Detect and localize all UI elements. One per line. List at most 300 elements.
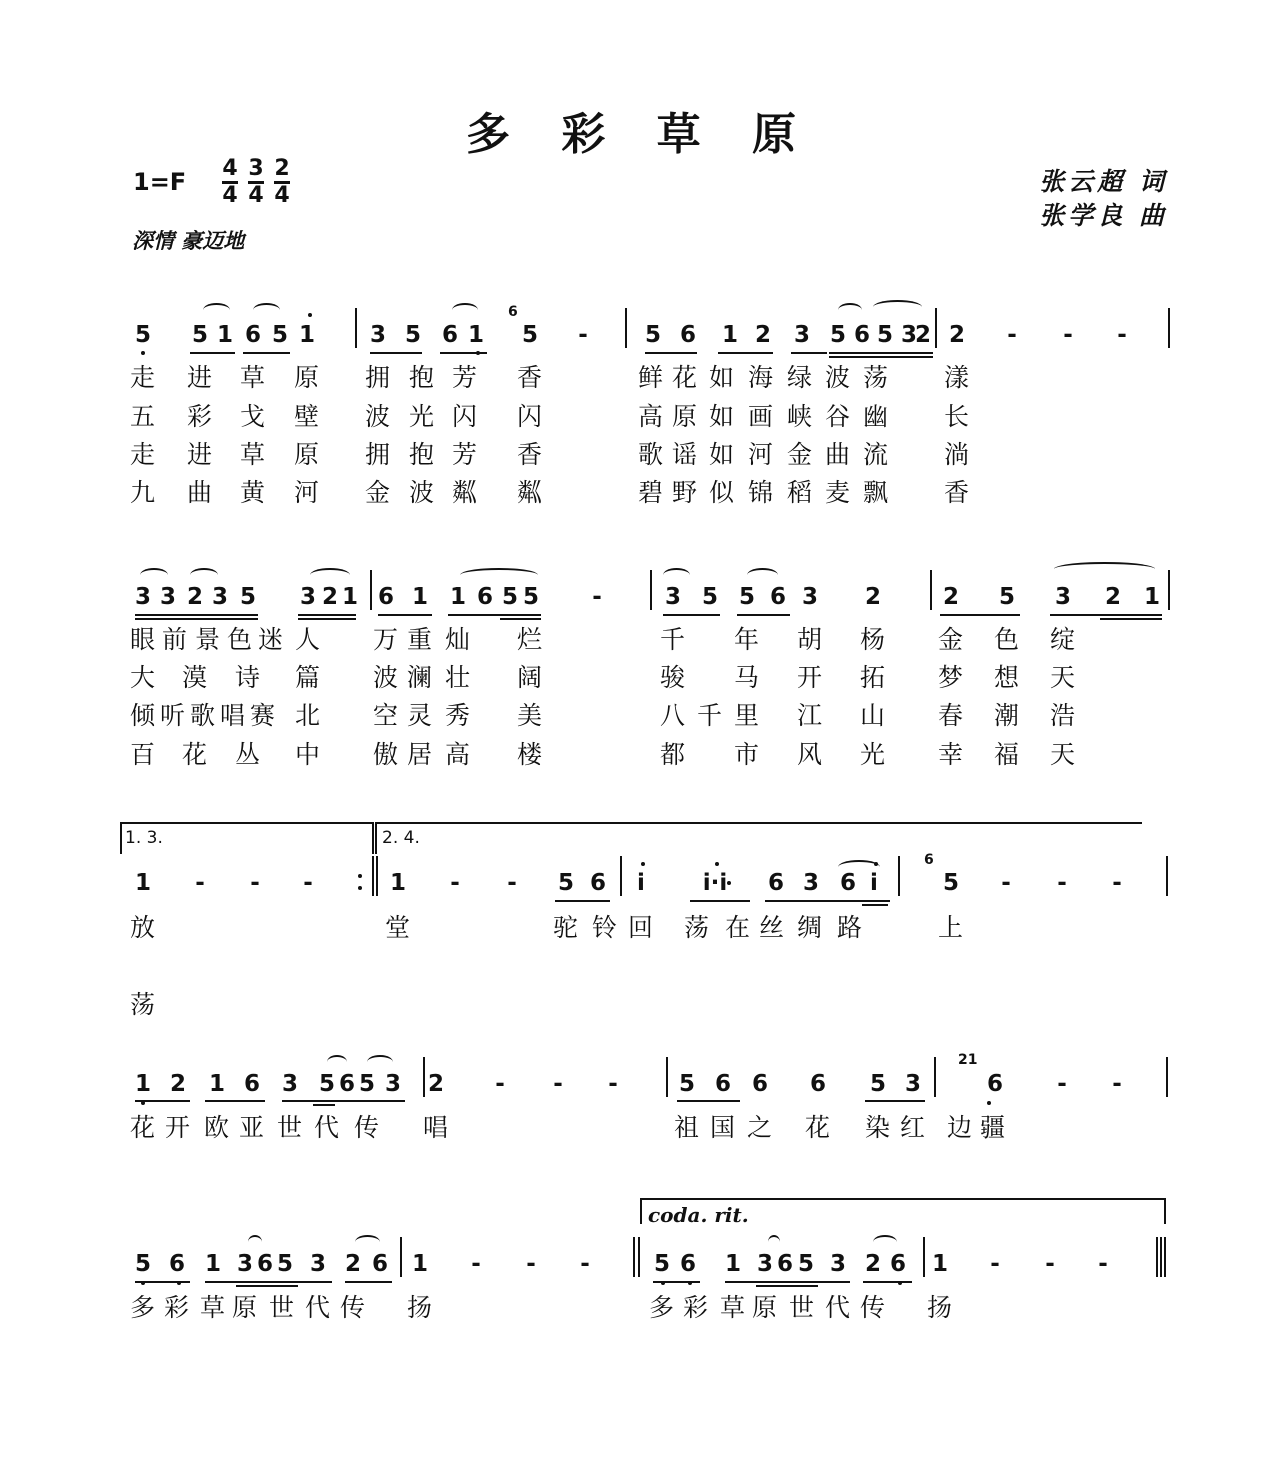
lyric-char: 开: [797, 663, 823, 692]
note: 1: [341, 584, 359, 610]
note: 6: [338, 1071, 356, 1097]
lyric-char: 黄: [240, 478, 266, 507]
beam-underline: [1050, 614, 1162, 616]
hold-dash: -: [592, 584, 602, 610]
barline: [1168, 308, 1170, 348]
lyric-char: 年: [734, 625, 760, 654]
lyric-char: 代: [305, 1293, 331, 1322]
lyric-char: 路: [837, 913, 863, 942]
slur: [355, 1235, 380, 1249]
note: 2: [427, 1071, 445, 1097]
lyric-char: 边: [947, 1113, 973, 1142]
beam-underline: [205, 1100, 265, 1102]
note: 3: [299, 584, 317, 610]
note: i: [870, 870, 878, 896]
lyric-char: 草: [200, 1293, 226, 1322]
note: 1: [389, 870, 407, 896]
lyric-char: 回: [628, 913, 654, 942]
hold-dash: -: [580, 1251, 590, 1277]
lyric-char: 壁: [294, 402, 320, 431]
lyric-char: 八: [660, 701, 686, 730]
hold-dash: -: [450, 870, 460, 896]
lyric-char: 河: [294, 478, 320, 507]
note: 1: [724, 1251, 742, 1277]
barline: [1160, 1237, 1162, 1277]
lyric-char: 阔: [517, 663, 543, 692]
beam-underline: [940, 614, 1020, 616]
lyric-char: 驼: [553, 913, 579, 942]
barline: [1166, 856, 1168, 896]
coda-rit-marking: coda. rit.: [648, 1203, 749, 1227]
note: 1: [208, 1071, 226, 1097]
octave-dot: [874, 862, 878, 866]
lyric-char: 光: [409, 402, 435, 431]
lyric-char: 福: [994, 740, 1020, 769]
lyric-char: 代: [825, 1293, 851, 1322]
hold-dash: -: [990, 1251, 1000, 1277]
lyric-char: 闪: [452, 402, 478, 431]
lyric-char: 稻: [787, 478, 813, 507]
note: 6: [809, 1071, 827, 1097]
lyric-char: 金: [787, 440, 813, 469]
lyric-char: 前: [162, 625, 188, 654]
lyric-char: 流: [863, 440, 889, 469]
lyric-char: 香: [517, 440, 543, 469]
lyric-char: 波: [365, 402, 391, 431]
slur: [1054, 562, 1155, 576]
note: 1: [134, 870, 152, 896]
hold-dash: -: [1057, 1071, 1067, 1097]
hold-dash: -: [1001, 870, 1011, 896]
lyric-row-3-verse-2: [0, 990, 1280, 1020]
hold-dash: -: [1007, 322, 1017, 348]
lyric-char: 绸: [797, 913, 823, 942]
lyric-char: 抱: [409, 440, 435, 469]
lyric-char: 春: [938, 701, 964, 730]
lyric-row-1-verse-1: [0, 363, 1280, 393]
lyric-char: 放: [130, 913, 156, 942]
lyric-char: 眼: [130, 625, 156, 654]
note: 5: [271, 322, 289, 348]
lyric-char: 进: [187, 363, 213, 392]
note: 5: [829, 322, 847, 348]
lyric-char: 如: [709, 402, 735, 431]
lyric-char: 香: [517, 363, 543, 392]
lyric-char: 重: [407, 625, 433, 654]
note: 3: [236, 1251, 254, 1277]
beam-underline: [862, 904, 888, 906]
hold-dash: -: [495, 1071, 505, 1097]
lyric-char: 香: [944, 478, 970, 507]
lyric-char: 幸: [938, 740, 964, 769]
note: 3: [756, 1251, 774, 1277]
octave-dot: [715, 862, 719, 866]
staff-row-4: [0, 1069, 1280, 1109]
barline: [625, 308, 627, 348]
slur: [310, 568, 350, 582]
lyric-char: 中: [295, 740, 321, 769]
barline: [1164, 1237, 1166, 1277]
tempo-marking: 深情 豪迈地: [132, 229, 245, 253]
lyric-char: 拥: [365, 440, 391, 469]
lyric-char: 如: [709, 440, 735, 469]
grace-note: 6: [924, 852, 934, 868]
lyric-char: 走: [130, 363, 156, 392]
lyric-char: 高: [445, 740, 471, 769]
song-title: 多 彩 草 原: [466, 109, 814, 160]
lyric-row-1-verse-3: [0, 440, 1280, 470]
note: 1: [204, 1251, 222, 1277]
note: 6: [839, 870, 857, 896]
beam-underline: [677, 1100, 740, 1102]
lyric-char: 走: [130, 440, 156, 469]
lyric-char: 五: [130, 402, 156, 431]
beam-underline: [282, 1100, 405, 1102]
beam-underline: [370, 352, 422, 354]
lyric-char: 杨: [860, 625, 886, 654]
lyric-char: 百: [130, 740, 156, 769]
lyricist-credit: 张云超 词: [1039, 167, 1168, 196]
note: 2: [169, 1071, 187, 1097]
slur: [460, 568, 538, 582]
note: 3: [281, 1071, 299, 1097]
beam-underline: [313, 1104, 335, 1106]
lyric-char: 峡: [787, 402, 813, 431]
lyric-char: 飘: [863, 478, 889, 507]
lyric-char: 鲜: [638, 363, 664, 392]
lyric-char: 金: [938, 625, 964, 654]
lyric-char: 千: [660, 625, 686, 654]
composer-credit: 张学良 曲: [1039, 201, 1168, 230]
beam-underline: [243, 352, 290, 354]
lyric-char: 光: [860, 740, 886, 769]
lyric-char: 亚: [239, 1113, 265, 1142]
hold-dash: -: [1112, 870, 1122, 896]
lyric-char: 传: [354, 1113, 380, 1142]
octave-dot: [688, 1281, 692, 1285]
lyric-char: 草: [240, 363, 266, 392]
lyric-char: 野: [672, 478, 698, 507]
beam-underline: [555, 900, 610, 902]
note: 6: [769, 584, 787, 610]
lyric-char: 彩: [683, 1293, 709, 1322]
staff-row-3: [0, 868, 1280, 908]
note: 2: [864, 584, 882, 610]
slur: [747, 568, 778, 582]
lyric-char: 彩: [187, 402, 213, 431]
lyric-row-4-verse-1: [0, 1113, 1280, 1143]
lyric-char: 红: [900, 1113, 926, 1142]
note: 6: [679, 322, 697, 348]
lyric-char: 海: [748, 363, 774, 392]
note: 6: [441, 322, 459, 348]
lyric-char: 多: [130, 1293, 156, 1322]
octave-dot: [141, 1281, 145, 1285]
lyric-row-2-verse-2: [0, 663, 1280, 693]
hold-dash: -: [553, 1071, 563, 1097]
slur: [203, 303, 230, 317]
note: 2: [321, 584, 339, 610]
lyric-char: 谣: [672, 440, 698, 469]
lyric-char: 骏: [660, 663, 686, 692]
note: 5: [644, 322, 662, 348]
lyric-char: 草: [240, 440, 266, 469]
note: 3: [134, 584, 152, 610]
lyric-char: 染: [865, 1113, 891, 1142]
note: 1: [411, 1251, 429, 1277]
augmentation-dot: [727, 881, 731, 885]
lyric-char: 花: [805, 1113, 831, 1142]
lyric-char: 花: [182, 740, 208, 769]
lyric-char: 粼: [452, 478, 478, 507]
octave-dot: [641, 862, 645, 866]
note: 1: [467, 322, 485, 348]
slur: [327, 1055, 347, 1069]
note: 5: [276, 1251, 294, 1277]
lyric-char: 波: [825, 363, 851, 392]
note: 3: [1054, 584, 1072, 610]
beam-underline: [135, 614, 258, 616]
note: 5: [701, 584, 719, 610]
lyric-char: 篇: [295, 663, 321, 692]
note: 6: [889, 1251, 907, 1277]
lyric-char: 诗: [235, 663, 261, 692]
lyric-char: 都: [660, 740, 686, 769]
lyric-char: 麦: [825, 478, 851, 507]
note: 6: [776, 1251, 794, 1277]
lyric-char: 世: [789, 1293, 815, 1322]
lyric-row-1-verse-4: [0, 478, 1280, 508]
note: 5: [134, 1251, 152, 1277]
note: i: [637, 870, 645, 896]
octave-dot: [898, 1281, 902, 1285]
volta-first-ending: 1. 3.: [125, 828, 163, 848]
barline: [935, 308, 937, 348]
slur: [140, 568, 168, 582]
note: 6: [986, 1071, 1004, 1097]
barline: [898, 856, 900, 896]
note: 5: [876, 322, 894, 348]
note: 3: [211, 584, 229, 610]
lyric-char: 歌: [638, 440, 664, 469]
note: 1: [134, 1071, 152, 1097]
lyric-char: 风: [797, 740, 823, 769]
lyric-row-3-verse-1: [0, 913, 1280, 943]
lyric-char: 堂: [385, 913, 411, 942]
lyric-char: 秀: [445, 701, 471, 730]
time-signature-4-4: 4 4: [222, 156, 238, 208]
lyric-char: 抱: [409, 363, 435, 392]
note: 5: [404, 322, 422, 348]
hold-dash: -: [507, 870, 517, 896]
note: 1: [1143, 584, 1161, 610]
repeat-dot-bottom: [358, 886, 362, 890]
beam-underline: [378, 614, 432, 616]
lyric-char: 漾: [944, 363, 970, 392]
lyric-row-2-verse-3: [0, 701, 1280, 731]
hold-dash: -: [608, 1071, 618, 1097]
note: 3: [664, 584, 682, 610]
note: 5: [557, 870, 575, 896]
lyric-char: 空: [373, 701, 399, 730]
lyric-char: 世: [269, 1293, 295, 1322]
lyric-char: 澜: [407, 663, 433, 692]
slur: [367, 1055, 393, 1069]
lyric-char: 金: [365, 478, 391, 507]
note: 3: [900, 322, 918, 348]
lyric-char: 代: [314, 1113, 340, 1142]
hold-dash: -: [250, 870, 260, 896]
lyric-char: 河: [748, 440, 774, 469]
beam-underline: [205, 1281, 332, 1283]
note: 5: [998, 584, 1016, 610]
lyric-char: 似: [709, 478, 735, 507]
lyric-char: 世: [277, 1113, 303, 1142]
beam-underline: [645, 352, 697, 354]
barline: [633, 1237, 635, 1277]
lyric-char: 高: [638, 402, 664, 431]
lyric-char: 烂: [517, 625, 543, 654]
note: 5: [797, 1251, 815, 1277]
note: 5: [134, 322, 152, 348]
lyric-char: 疆: [980, 1113, 1006, 1142]
time-signature-2-4: 2 4: [274, 156, 290, 208]
octave-dot: [141, 1101, 145, 1105]
lyric-char: 彩: [164, 1293, 190, 1322]
staff-row-2: [0, 582, 1280, 622]
beam-underline: [298, 618, 356, 620]
note: 2: [754, 322, 772, 348]
slur: [663, 568, 690, 582]
lyric-char: 碧: [638, 478, 664, 507]
lyric-char: 丛: [235, 740, 261, 769]
lyric-char: 色: [994, 625, 1020, 654]
note: 5: [501, 584, 519, 610]
time-signature-3-4: 3 4: [248, 156, 264, 208]
lyric-char: 波: [409, 478, 435, 507]
key-signature: 1=F: [133, 168, 187, 196]
hold-dash: -: [303, 870, 313, 896]
lyric-char: 扬: [407, 1293, 433, 1322]
beam-underline: [448, 614, 541, 616]
lyric-char: 进: [187, 440, 213, 469]
lyric-char: 楼: [517, 740, 543, 769]
beam-underline: [718, 352, 773, 354]
lyric-char: 市: [734, 740, 760, 769]
note: 5: [522, 584, 540, 610]
octave-dot: [476, 351, 480, 355]
time-signatures: [222, 158, 290, 207]
note: 6: [168, 1251, 186, 1277]
beam-underline: [791, 352, 827, 354]
beam-underline: [500, 618, 541, 620]
volta-bracket-1: [120, 822, 374, 854]
note: 3: [309, 1251, 327, 1277]
note: 2: [1104, 584, 1122, 610]
barline: [376, 856, 378, 896]
barline: [1168, 570, 1170, 610]
beam-underline: [298, 614, 356, 616]
lyric-char: 波: [373, 663, 399, 692]
slur: [452, 303, 478, 317]
barline: [400, 1237, 402, 1277]
note: 5: [521, 322, 539, 348]
lyric-char: 漠: [182, 663, 208, 692]
lyric-char: 拓: [860, 663, 886, 692]
hold-dash: -: [1112, 1071, 1122, 1097]
barline: [370, 570, 372, 610]
beam-underline: [737, 614, 790, 616]
note: 6: [853, 322, 871, 348]
staff-row-5: [0, 1249, 1280, 1289]
lyric-char: 草: [720, 1293, 746, 1322]
note: 3: [802, 870, 820, 896]
lyric-char: 戈: [240, 402, 266, 431]
beam-underline: [236, 1285, 298, 1287]
lyric-char: 传: [340, 1293, 366, 1322]
grace-note: 21: [958, 1052, 978, 1068]
beam-underline: [756, 1285, 818, 1287]
note: 5: [869, 1071, 887, 1097]
lyric-char: 傲: [373, 740, 399, 769]
lyric-row-1-verse-2: [0, 402, 1280, 432]
note: 3: [829, 1251, 847, 1277]
note: 3: [369, 322, 387, 348]
lyric-char: 马: [734, 663, 760, 692]
lyric-char: 传: [860, 1293, 886, 1322]
lyric-row-2-verse-4: [0, 740, 1280, 770]
note: 5: [678, 1071, 696, 1097]
lyric-char: 花: [672, 363, 698, 392]
hold-dash: -: [1117, 322, 1127, 348]
barline: [930, 570, 932, 610]
slur: [838, 303, 862, 317]
note: 5: [239, 584, 257, 610]
note: 6: [679, 1251, 697, 1277]
lyric-char: 千: [697, 701, 723, 730]
note: 6: [767, 870, 785, 896]
lyric-char: 人: [295, 625, 321, 654]
lyric-char: 祖: [674, 1113, 700, 1142]
hold-dash: -: [1063, 322, 1073, 348]
lyric-char: 倾: [130, 701, 156, 730]
hold-dash: -: [1098, 1251, 1108, 1277]
hold-dash: -: [578, 322, 588, 348]
note: 6: [243, 1071, 261, 1097]
octave-dot: [661, 1281, 665, 1285]
lyric-char: 歌: [190, 701, 216, 730]
note: 6: [256, 1251, 274, 1277]
lyric-char: 灿: [445, 625, 471, 654]
lyric-char: 粼: [517, 478, 543, 507]
lyric-char: 胡: [797, 625, 823, 654]
lyric-char: 闪: [517, 402, 543, 431]
barline: [620, 856, 622, 896]
lyric-char: 荡: [863, 363, 889, 392]
note: 5: [318, 1071, 336, 1097]
beam-underline: [663, 614, 720, 616]
lyric-char: 幽: [863, 402, 889, 431]
lyric-row-2-verse-1: [0, 625, 1280, 655]
barline: [638, 1237, 640, 1277]
note: 1: [216, 322, 234, 348]
lyric-char: 唱: [423, 1113, 449, 1142]
hold-dash: -: [526, 1251, 536, 1277]
volta-second-ending: 2. 4.: [382, 828, 420, 848]
lyric-char: 万: [373, 625, 399, 654]
lyric-char: 原: [294, 363, 320, 392]
lyric-char: 壮: [445, 663, 471, 692]
